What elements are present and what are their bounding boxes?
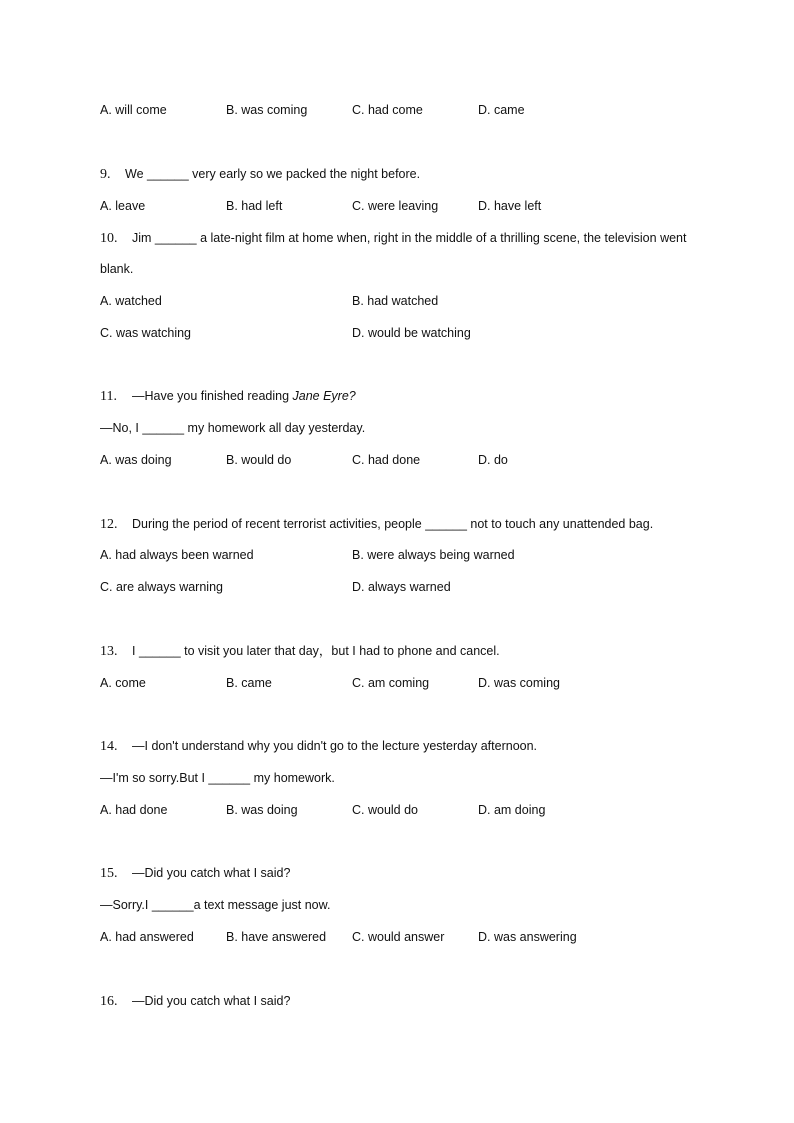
- q15-prompt: —Did you catch what I said?: [132, 866, 291, 880]
- q10-stem-1: Jim ______ a late-night film at home when, right in the middle of a thrilling scene, the television went: [132, 231, 687, 245]
- q11-book-title: Jane Eyre?: [292, 389, 356, 403]
- q14-option-c[interactable]: C. would do: [352, 803, 419, 817]
- q9-option-b[interactable]: B. had left: [226, 199, 283, 213]
- q15-option-a[interactable]: A. had answered: [100, 930, 194, 944]
- q8-option-a[interactable]: A. will come: [100, 103, 167, 117]
- q14-reply-line: [100, 768, 335, 788]
- q13-stem: I ______ to visit you later that day，but I had to phone and cancel.: [132, 644, 500, 658]
- q14-option-a[interactable]: A. had done: [100, 803, 168, 817]
- q13-option-b[interactable]: B. came: [226, 676, 272, 690]
- q13-number: 13.: [100, 644, 118, 659]
- q14-option-d[interactable]: D. am doing: [478, 803, 546, 817]
- q11-reply: —No, I ______ my homework all day yesterday.: [100, 421, 366, 435]
- q12-option-d[interactable]: D. always warned: [352, 580, 451, 594]
- q10-stem-line-1: [100, 228, 686, 248]
- q10-option-d[interactable]: D. would be watching: [352, 326, 471, 340]
- q13-option-a[interactable]: A. come: [100, 676, 146, 690]
- q13-option-d[interactable]: D. was coming: [478, 676, 560, 690]
- q11-prompt-line: [100, 386, 356, 406]
- q12-option-c[interactable]: C. are always warning: [100, 580, 223, 594]
- q12-number: 12.: [100, 517, 118, 532]
- q10-option-b[interactable]: B. had watched: [352, 294, 439, 308]
- q14-prompt: —I don't understand why you didn't go to the lecture yesterday afternoon.: [132, 739, 538, 753]
- q9-option-a[interactable]: A. leave: [100, 199, 146, 213]
- q14-reply: —I'm so sorry.But I ______ my homework.: [100, 771, 335, 785]
- q14-prompt-line: [100, 736, 537, 756]
- q12-stem: During the period of recent terrorist activities, people ______ not to touch any unattended bag.: [132, 517, 654, 531]
- q16-prompt-line: [100, 991, 290, 1011]
- q14-number: 14.: [100, 739, 118, 754]
- q11-option-c[interactable]: C. had done: [352, 453, 421, 467]
- q10-option-c[interactable]: C. was watching: [100, 326, 192, 340]
- q11-option-a[interactable]: A. was doing: [100, 453, 172, 467]
- q11-prompt: —Have you finished reading: [132, 389, 293, 403]
- q9-number: 9.: [100, 167, 111, 182]
- q15-reply-line: [100, 895, 330, 915]
- q15-reply: —Sorry.I ______a text message just now.: [100, 898, 331, 912]
- q15-option-d[interactable]: D. was answering: [478, 930, 577, 944]
- q9-stem-line: [100, 164, 420, 184]
- q16-number: 16.: [100, 994, 118, 1009]
- q10-stem-line-2: [100, 259, 133, 279]
- q8-option-b[interactable]: B. was coming: [226, 103, 308, 117]
- q9-option-d[interactable]: D. have left: [478, 199, 542, 213]
- q8-option-c[interactable]: C. had come: [352, 103, 423, 117]
- q10-option-a[interactable]: A. watched: [100, 294, 162, 308]
- q13-option-c[interactable]: C. am coming: [352, 676, 430, 690]
- q8-option-d[interactable]: D. came: [478, 103, 525, 117]
- q15-number: 15.: [100, 866, 118, 881]
- q11-number: 11.: [100, 389, 117, 404]
- q10-stem-2: blank.: [100, 262, 134, 276]
- q15-prompt-line: [100, 863, 290, 883]
- q12-option-a[interactable]: A. had always been warned: [100, 548, 254, 562]
- q12-stem-line: [100, 514, 653, 534]
- q11-option-b[interactable]: B. would do: [226, 453, 292, 467]
- q15-option-b[interactable]: B. have answered: [226, 930, 327, 944]
- q16-prompt: —Did you catch what I said?: [132, 994, 291, 1008]
- q11-reply-line: [100, 418, 365, 438]
- q11-option-d[interactable]: D. do: [478, 453, 508, 467]
- q9-stem: We ______ very early so we packed the night before.: [125, 167, 421, 181]
- q9-option-c[interactable]: C. were leaving: [352, 199, 439, 213]
- q10-number: 10.: [100, 231, 118, 246]
- q12-option-b[interactable]: B. were always being warned: [352, 548, 515, 562]
- q15-option-c[interactable]: C. would answer: [352, 930, 445, 944]
- q13-stem-line: [100, 641, 500, 661]
- q14-option-b[interactable]: B. was doing: [226, 803, 298, 817]
